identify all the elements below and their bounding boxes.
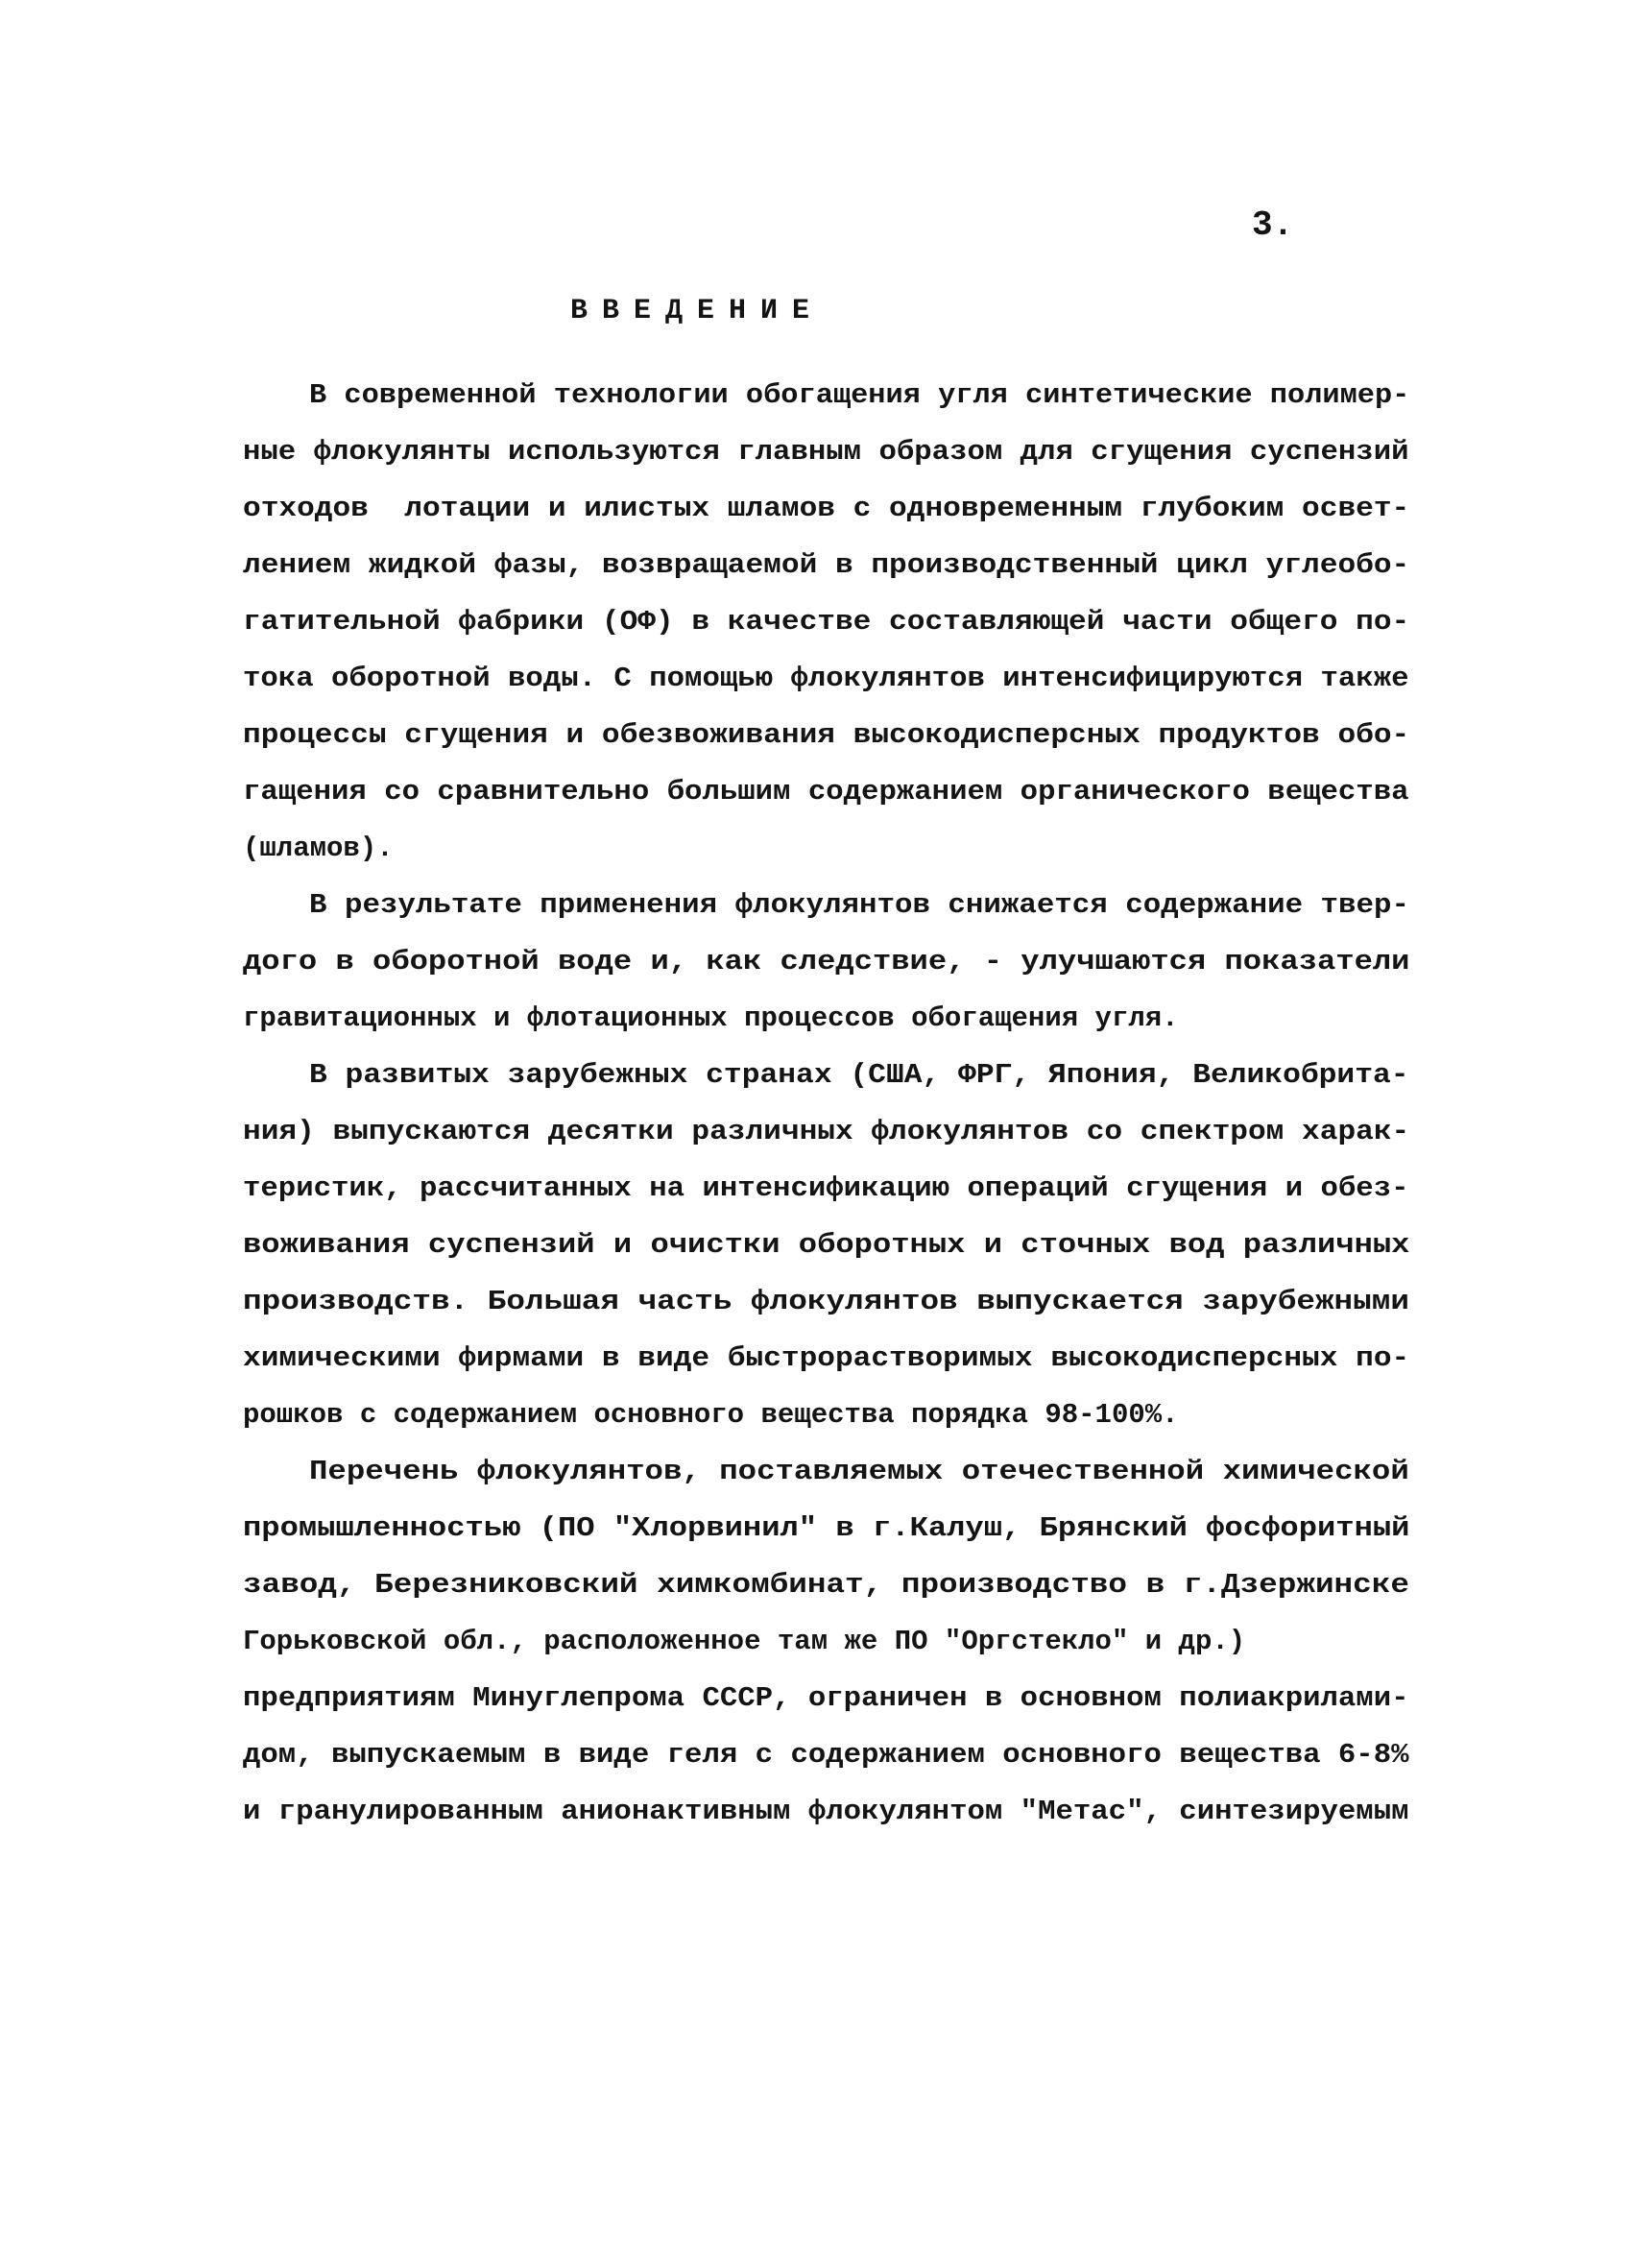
body-line: производств. Большая часть флокулянтов выпускается зарубежными bbox=[243, 1286, 1409, 1317]
body-line: тока оборотной воды. С помощью флокулянтов интенсифицируются также bbox=[243, 663, 1409, 694]
body-line: теристик, рассчитанных на интенсификацию операций сгущения и обез- bbox=[243, 1172, 1409, 1204]
body-line: В современной технологии обогащения угля синтетические полимер- bbox=[309, 379, 1410, 411]
body-line: гравитационных и флотационных процессов обогащения угля. bbox=[243, 1002, 1179, 1034]
body-line: В результате применения флокулянтов снижается содержание твер- bbox=[309, 889, 1409, 921]
body-line: гатительной фабрики (ОФ) в качестве составляющей части общего по- bbox=[243, 606, 1410, 638]
body-line: процессы сгущения и обезвоживания высокодисперсных продуктов обо- bbox=[243, 719, 1410, 751]
body-line: дом, выпускаемым в виде геля с содержанием основного вещества 6-8% bbox=[243, 1739, 1409, 1771]
body-line: предприятиям Минуглепрома СССР, ограничен в основном полиакрилами- bbox=[243, 1682, 1409, 1714]
body-line: ные флокулянты используются главным образом для сгущения суспензий bbox=[243, 436, 1409, 468]
body-line: ния) выпускаются десятки различных флокулянтов со спектром харак- bbox=[243, 1116, 1410, 1147]
body-line: гащения со сравнительно большим содержанием органического вещества bbox=[243, 776, 1409, 808]
body-line: Горьковской обл., расположенное там же ПО "Оргстекло" и др.) bbox=[243, 1626, 1246, 1657]
body-line: рошков с содержанием основного вещества порядка 98-100%. bbox=[243, 1399, 1179, 1431]
body-line: и гранулированным анионактивным флокулянтом "Метас", синтезируемым bbox=[243, 1796, 1409, 1827]
section-heading: ВВЕДЕНИЕ bbox=[570, 295, 825, 327]
body-line: завод, Березниковский химкомбинат, производство в г.Дзержинске bbox=[243, 1569, 1409, 1601]
body-line: Перечень флокулянтов, поставляемых отечественной химической bbox=[309, 1456, 1409, 1487]
body-line: промышленностью (ПО "Хлорвинил" в г.Калуш, Брянский фосфоритный bbox=[243, 1512, 1410, 1544]
body-line: (шламов). bbox=[243, 832, 394, 864]
body-line: дого в оборотной воде и, как следствие, - улучшаются показатели bbox=[243, 946, 1410, 977]
body-line: отходов лотации и илистых шламов с одновременным глубоким освет- bbox=[243, 493, 1410, 524]
body-line: химическими фирмами в виде быстрорастворимых высокодисперсных по- bbox=[243, 1342, 1410, 1374]
body-line: лением жидкой фазы, возвращаемой в производственный цикл углеобо- bbox=[243, 549, 1410, 581]
body-line: В развитых зарубежных странах (США, ФРГ, Япония, Великобрита- bbox=[309, 1059, 1409, 1091]
body-line: воживания суспензий и очистки оборотных и сточных вод различных bbox=[243, 1229, 1410, 1261]
page-number: 3. bbox=[1252, 205, 1294, 245]
